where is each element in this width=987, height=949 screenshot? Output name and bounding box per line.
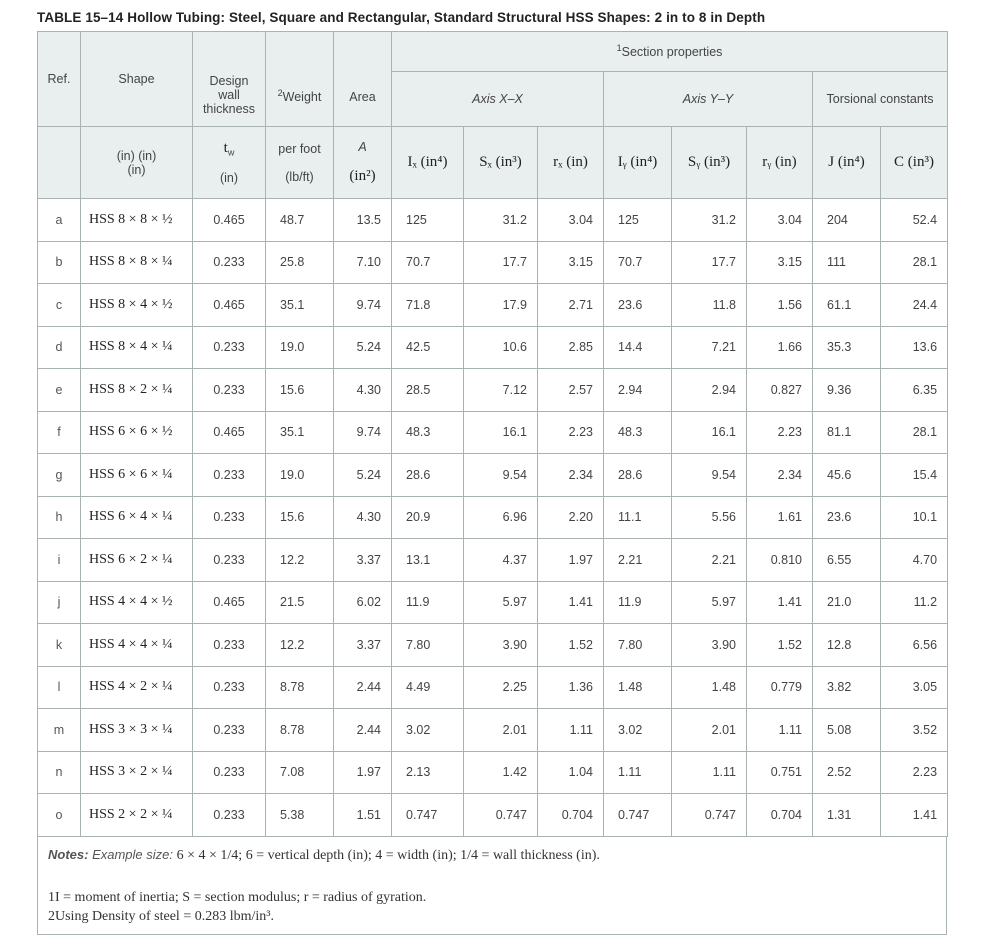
cell-sx: 17.9 bbox=[464, 284, 538, 327]
cell-shape: HSS 8 × 4 × ½ bbox=[81, 284, 193, 327]
cell-shape: HSS 4 × 2 × ¼ bbox=[81, 666, 193, 709]
cell-iy: 2.94 bbox=[604, 369, 672, 412]
cell-sy: 2.21 bbox=[672, 539, 747, 582]
cell-ix: 11.9 bbox=[392, 581, 464, 624]
weight-sup: 2 bbox=[277, 87, 283, 98]
cell-sx: 2.25 bbox=[464, 666, 538, 709]
cell-c: 1.41 bbox=[881, 794, 948, 837]
cell-sy: 17.7 bbox=[672, 241, 747, 284]
cell-shape: HSS 8 × 2 × ¼ bbox=[81, 369, 193, 412]
cell-sx: 6.96 bbox=[464, 496, 538, 539]
cell-ref: o bbox=[38, 794, 81, 837]
cell-ry: 0.810 bbox=[747, 539, 813, 582]
cell-rx: 1.97 bbox=[538, 539, 604, 582]
cell-wt: 12.2 bbox=[266, 624, 334, 667]
table-row bbox=[38, 751, 948, 794]
shape-header: Shape bbox=[81, 32, 193, 127]
cell-iy: 70.7 bbox=[604, 241, 672, 284]
cell-tw: 0.233 bbox=[193, 496, 266, 539]
cell-ref: c bbox=[38, 284, 81, 327]
tw-symbol: t bbox=[223, 139, 228, 156]
design-header bbox=[193, 32, 266, 127]
cell-j: 9.36 bbox=[813, 369, 881, 412]
cell-ref: f bbox=[38, 411, 81, 454]
section-properties-header bbox=[392, 32, 948, 72]
cell-a: 4.30 bbox=[334, 369, 392, 412]
cell-ix: 7.80 bbox=[392, 624, 464, 667]
cell-sx: 10.6 bbox=[464, 326, 538, 369]
cell-sx: 4.37 bbox=[464, 539, 538, 582]
area-units: (in²) bbox=[349, 168, 376, 184]
cell-sx: 9.54 bbox=[464, 454, 538, 497]
cell-wt: 35.1 bbox=[266, 411, 334, 454]
weight-label: Weight bbox=[282, 90, 322, 104]
notes-box bbox=[37, 837, 947, 935]
cell-rx: 2.85 bbox=[538, 326, 604, 369]
cell-iy: 3.02 bbox=[604, 709, 672, 752]
area-units-header bbox=[334, 127, 392, 199]
cell-rx: 1.11 bbox=[538, 709, 604, 752]
ref-header: Ref. bbox=[38, 32, 81, 127]
cell-sy: 3.90 bbox=[672, 624, 747, 667]
tw-units: (in) bbox=[219, 171, 239, 186]
cell-shape: HSS 3 × 3 × ¼ bbox=[81, 709, 193, 752]
cell-c: 28.1 bbox=[881, 411, 948, 454]
cell-j: 12.8 bbox=[813, 624, 881, 667]
table-row bbox=[38, 539, 948, 582]
table-row bbox=[38, 199, 948, 242]
cell-rx: 2.57 bbox=[538, 369, 604, 412]
cell-sx: 2.01 bbox=[464, 709, 538, 752]
cell-ix: 48.3 bbox=[392, 411, 464, 454]
cell-wt: 12.2 bbox=[266, 539, 334, 582]
cell-rx: 0.704 bbox=[538, 794, 604, 837]
cell-sx: 0.747 bbox=[464, 794, 538, 837]
weight-header bbox=[266, 32, 334, 127]
cell-iy: 125 bbox=[604, 199, 672, 242]
torsional-header: Torsional constants bbox=[813, 72, 948, 127]
cell-iy: 11.1 bbox=[604, 496, 672, 539]
cell-wt: 8.78 bbox=[266, 709, 334, 752]
col-sy: Sᵧ (in³) bbox=[672, 127, 747, 199]
cell-shape: HSS 8 × 8 × ½ bbox=[81, 199, 193, 242]
cell-tw: 0.233 bbox=[193, 794, 266, 837]
cell-tw: 0.233 bbox=[193, 624, 266, 667]
cell-iy: 1.11 bbox=[604, 751, 672, 794]
axis-yy-header: Axis Y–Y bbox=[604, 72, 813, 127]
cell-j: 81.1 bbox=[813, 411, 881, 454]
cell-ix: 0.747 bbox=[392, 794, 464, 837]
table-row bbox=[38, 666, 948, 709]
cell-ref: i bbox=[38, 539, 81, 582]
hss-table-container bbox=[37, 31, 947, 935]
cell-a: 7.10 bbox=[334, 241, 392, 284]
cell-a: 3.37 bbox=[334, 539, 392, 582]
cell-c: 11.2 bbox=[881, 581, 948, 624]
cell-iy: 48.3 bbox=[604, 411, 672, 454]
axis-xx-header: Axis X–X bbox=[392, 72, 604, 127]
cell-c: 6.35 bbox=[881, 369, 948, 412]
cell-wt: 35.1 bbox=[266, 284, 334, 327]
cell-ry: 1.66 bbox=[747, 326, 813, 369]
cell-rx: 2.71 bbox=[538, 284, 604, 327]
cell-sy: 5.56 bbox=[672, 496, 747, 539]
cell-sy: 2.94 bbox=[672, 369, 747, 412]
cell-sx: 17.7 bbox=[464, 241, 538, 284]
cell-ix: 2.13 bbox=[392, 751, 464, 794]
table-row bbox=[38, 326, 948, 369]
cell-a: 5.24 bbox=[334, 326, 392, 369]
cell-wt: 8.78 bbox=[266, 666, 334, 709]
cell-wt: 15.6 bbox=[266, 496, 334, 539]
weight-units-header bbox=[266, 127, 334, 199]
cell-c: 3.05 bbox=[881, 666, 948, 709]
cell-ref: d bbox=[38, 326, 81, 369]
cell-c: 13.6 bbox=[881, 326, 948, 369]
cell-sx: 31.2 bbox=[464, 199, 538, 242]
col-sx: Sₓ (in³) bbox=[464, 127, 538, 199]
cell-c: 52.4 bbox=[881, 199, 948, 242]
note-1: 1I = moment of inertia; S = section modulus; r = radius of gyration. bbox=[48, 889, 427, 905]
cell-shape: HSS 2 × 2 × ¼ bbox=[81, 794, 193, 837]
cell-sx: 5.97 bbox=[464, 581, 538, 624]
cell-tw: 0.233 bbox=[193, 539, 266, 582]
cell-wt: 5.38 bbox=[266, 794, 334, 837]
cell-ry: 3.04 bbox=[747, 199, 813, 242]
cell-j: 5.08 bbox=[813, 709, 881, 752]
cell-ix: 4.49 bbox=[392, 666, 464, 709]
cell-shape: HSS 6 × 4 × ¼ bbox=[81, 496, 193, 539]
col-ry: rᵧ (in) bbox=[747, 127, 813, 199]
cell-iy: 28.6 bbox=[604, 454, 672, 497]
cell-tw: 0.465 bbox=[193, 199, 266, 242]
cell-iy: 23.6 bbox=[604, 284, 672, 327]
area-header: Area bbox=[334, 32, 392, 127]
table-row bbox=[38, 794, 948, 837]
cell-c: 3.52 bbox=[881, 709, 948, 752]
table-row bbox=[38, 454, 948, 497]
cell-tw: 0.233 bbox=[193, 326, 266, 369]
cell-ix: 71.8 bbox=[392, 284, 464, 327]
cell-a: 5.24 bbox=[334, 454, 392, 497]
note-2: 2Using Density of steel = 0.283 lbm/in³. bbox=[48, 908, 274, 924]
cell-ry: 0.751 bbox=[747, 751, 813, 794]
table-row bbox=[38, 411, 948, 454]
cell-ry: 0.779 bbox=[747, 666, 813, 709]
cell-a: 9.74 bbox=[334, 411, 392, 454]
cell-rx: 3.04 bbox=[538, 199, 604, 242]
cell-shape: HSS 8 × 8 × ¼ bbox=[81, 241, 193, 284]
cell-wt: 48.7 bbox=[266, 199, 334, 242]
cell-iy: 14.4 bbox=[604, 326, 672, 369]
cell-c: 28.1 bbox=[881, 241, 948, 284]
cell-tw: 0.465 bbox=[193, 284, 266, 327]
cell-sx: 16.1 bbox=[464, 411, 538, 454]
col-iy: Iᵧ (in⁴) bbox=[604, 127, 672, 199]
cell-tw: 0.465 bbox=[193, 581, 266, 624]
cell-a: 13.5 bbox=[334, 199, 392, 242]
cell-c: 15.4 bbox=[881, 454, 948, 497]
cell-ry: 1.56 bbox=[747, 284, 813, 327]
cell-ry: 0.827 bbox=[747, 369, 813, 412]
notes-example-label: Example size: bbox=[92, 846, 173, 862]
cell-ref: g bbox=[38, 454, 81, 497]
cell-rx: 3.15 bbox=[538, 241, 604, 284]
cell-j: 3.82 bbox=[813, 666, 881, 709]
col-rx: rₓ (in) bbox=[538, 127, 604, 199]
cell-shape: HSS 8 × 4 × ¼ bbox=[81, 326, 193, 369]
ref-units bbox=[38, 127, 81, 199]
weight-units: (lb/ft) bbox=[285, 169, 314, 184]
cell-sy: 7.21 bbox=[672, 326, 747, 369]
cell-wt: 19.0 bbox=[266, 326, 334, 369]
cell-tw: 0.233 bbox=[193, 241, 266, 284]
cell-sy: 1.48 bbox=[672, 666, 747, 709]
table-title: TABLE 15–14 Hollow Tubing: Steel, Square and Rectangular, Standard Structural HSS Shapes: 2 in to 8 in Depth bbox=[37, 10, 766, 25]
cell-rx: 1.04 bbox=[538, 751, 604, 794]
section-sup: 1 bbox=[616, 43, 622, 54]
col-c: C (in³) bbox=[881, 127, 948, 199]
cell-rx: 1.36 bbox=[538, 666, 604, 709]
cell-ref: b bbox=[38, 241, 81, 284]
design-label: Design wall thickness bbox=[202, 74, 256, 116]
table-row bbox=[38, 581, 948, 624]
cell-c: 2.23 bbox=[881, 751, 948, 794]
table-row bbox=[38, 496, 948, 539]
table-row bbox=[38, 709, 948, 752]
cell-ix: 13.1 bbox=[392, 539, 464, 582]
cell-a: 1.51 bbox=[334, 794, 392, 837]
table-row bbox=[38, 624, 948, 667]
cell-shape: HSS 4 × 4 × ¼ bbox=[81, 624, 193, 667]
cell-wt: 21.5 bbox=[266, 581, 334, 624]
cell-sx: 3.90 bbox=[464, 624, 538, 667]
cell-tw: 0.233 bbox=[193, 666, 266, 709]
cell-j: 111 bbox=[813, 241, 881, 284]
col-j: J (in⁴) bbox=[813, 127, 881, 199]
cell-ry: 1.52 bbox=[747, 624, 813, 667]
cell-ry: 2.34 bbox=[747, 454, 813, 497]
cell-ix: 70.7 bbox=[392, 241, 464, 284]
cell-sy: 31.2 bbox=[672, 199, 747, 242]
cell-a: 2.44 bbox=[334, 709, 392, 752]
weight-per-foot: per foot bbox=[278, 141, 321, 156]
cell-rx: 2.20 bbox=[538, 496, 604, 539]
cell-sy: 0.747 bbox=[672, 794, 747, 837]
cell-ref: m bbox=[38, 709, 81, 752]
cell-tw: 0.465 bbox=[193, 411, 266, 454]
cell-rx: 2.34 bbox=[538, 454, 604, 497]
cell-tw: 0.233 bbox=[193, 709, 266, 752]
cell-shape: HSS 6 × 2 × ¼ bbox=[81, 539, 193, 582]
cell-rx: 2.23 bbox=[538, 411, 604, 454]
notes-example-text: 6 × 4 × 1/4; 6 = vertical depth (in); 4 = width (in); 1/4 = wall thickness (in). bbox=[176, 847, 600, 863]
cell-a: 2.44 bbox=[334, 666, 392, 709]
cell-sx: 7.12 bbox=[464, 369, 538, 412]
cell-a: 6.02 bbox=[334, 581, 392, 624]
cell-j: 61.1 bbox=[813, 284, 881, 327]
cell-iy: 2.21 bbox=[604, 539, 672, 582]
cell-c: 4.70 bbox=[881, 539, 948, 582]
cell-ry: 2.23 bbox=[747, 411, 813, 454]
table-row bbox=[38, 284, 948, 327]
cell-j: 1.31 bbox=[813, 794, 881, 837]
cell-ix: 28.5 bbox=[392, 369, 464, 412]
cell-c: 10.1 bbox=[881, 496, 948, 539]
cell-ref: e bbox=[38, 369, 81, 412]
cell-j: 6.55 bbox=[813, 539, 881, 582]
cell-ry: 1.11 bbox=[747, 709, 813, 752]
cell-c: 6.56 bbox=[881, 624, 948, 667]
cell-sy: 11.8 bbox=[672, 284, 747, 327]
note-example bbox=[48, 847, 600, 864]
cell-j: 45.6 bbox=[813, 454, 881, 497]
area-symbol: A bbox=[358, 140, 367, 154]
cell-ref: k bbox=[38, 624, 81, 667]
table-row bbox=[38, 241, 948, 284]
cell-iy: 1.48 bbox=[604, 666, 672, 709]
cell-sy: 1.11 bbox=[672, 751, 747, 794]
cell-iy: 11.9 bbox=[604, 581, 672, 624]
cell-j: 204 bbox=[813, 199, 881, 242]
col-ix: Iₓ (in⁴) bbox=[392, 127, 464, 199]
cell-ry: 1.61 bbox=[747, 496, 813, 539]
cell-j: 23.6 bbox=[813, 496, 881, 539]
cell-a: 9.74 bbox=[334, 284, 392, 327]
cell-ref: l bbox=[38, 666, 81, 709]
cell-ix: 125 bbox=[392, 199, 464, 242]
cell-ref: n bbox=[38, 751, 81, 794]
cell-j: 2.52 bbox=[813, 751, 881, 794]
cell-ry: 3.15 bbox=[747, 241, 813, 284]
cell-ix: 20.9 bbox=[392, 496, 464, 539]
notes-label: Notes: bbox=[48, 846, 89, 862]
hss-table bbox=[37, 31, 948, 837]
cell-rx: 1.41 bbox=[538, 581, 604, 624]
table-body bbox=[38, 199, 948, 837]
cell-tw: 0.233 bbox=[193, 369, 266, 412]
cell-sy: 9.54 bbox=[672, 454, 747, 497]
cell-ref: j bbox=[38, 581, 81, 624]
cell-sx: 1.42 bbox=[464, 751, 538, 794]
cell-j: 21.0 bbox=[813, 581, 881, 624]
cell-tw: 0.233 bbox=[193, 454, 266, 497]
shape-units: (in) (in) (in) bbox=[81, 127, 193, 199]
cell-sy: 16.1 bbox=[672, 411, 747, 454]
cell-iy: 0.747 bbox=[604, 794, 672, 837]
cell-ix: 42.5 bbox=[392, 326, 464, 369]
cell-tw: 0.233 bbox=[193, 751, 266, 794]
cell-wt: 19.0 bbox=[266, 454, 334, 497]
cell-c: 24.4 bbox=[881, 284, 948, 327]
cell-iy: 7.80 bbox=[604, 624, 672, 667]
cell-ry: 1.41 bbox=[747, 581, 813, 624]
cell-sy: 2.01 bbox=[672, 709, 747, 752]
cell-shape: HSS 6 × 6 × ¼ bbox=[81, 454, 193, 497]
cell-j: 35.3 bbox=[813, 326, 881, 369]
cell-ix: 28.6 bbox=[392, 454, 464, 497]
cell-ry: 0.704 bbox=[747, 794, 813, 837]
cell-rx: 1.52 bbox=[538, 624, 604, 667]
cell-a: 1.97 bbox=[334, 751, 392, 794]
cell-shape: HSS 4 × 4 × ½ bbox=[81, 581, 193, 624]
section-properties-label: Section properties bbox=[621, 45, 723, 60]
tw-sub: w bbox=[227, 147, 235, 158]
tw-header bbox=[193, 127, 266, 199]
cell-ref: h bbox=[38, 496, 81, 539]
cell-wt: 7.08 bbox=[266, 751, 334, 794]
cell-wt: 25.8 bbox=[266, 241, 334, 284]
cell-sy: 5.97 bbox=[672, 581, 747, 624]
table-row bbox=[38, 369, 948, 412]
cell-wt: 15.6 bbox=[266, 369, 334, 412]
cell-a: 3.37 bbox=[334, 624, 392, 667]
cell-a: 4.30 bbox=[334, 496, 392, 539]
cell-ref: a bbox=[38, 199, 81, 242]
cell-shape: HSS 6 × 6 × ½ bbox=[81, 411, 193, 454]
cell-ix: 3.02 bbox=[392, 709, 464, 752]
cell-shape: HSS 3 × 2 × ¼ bbox=[81, 751, 193, 794]
